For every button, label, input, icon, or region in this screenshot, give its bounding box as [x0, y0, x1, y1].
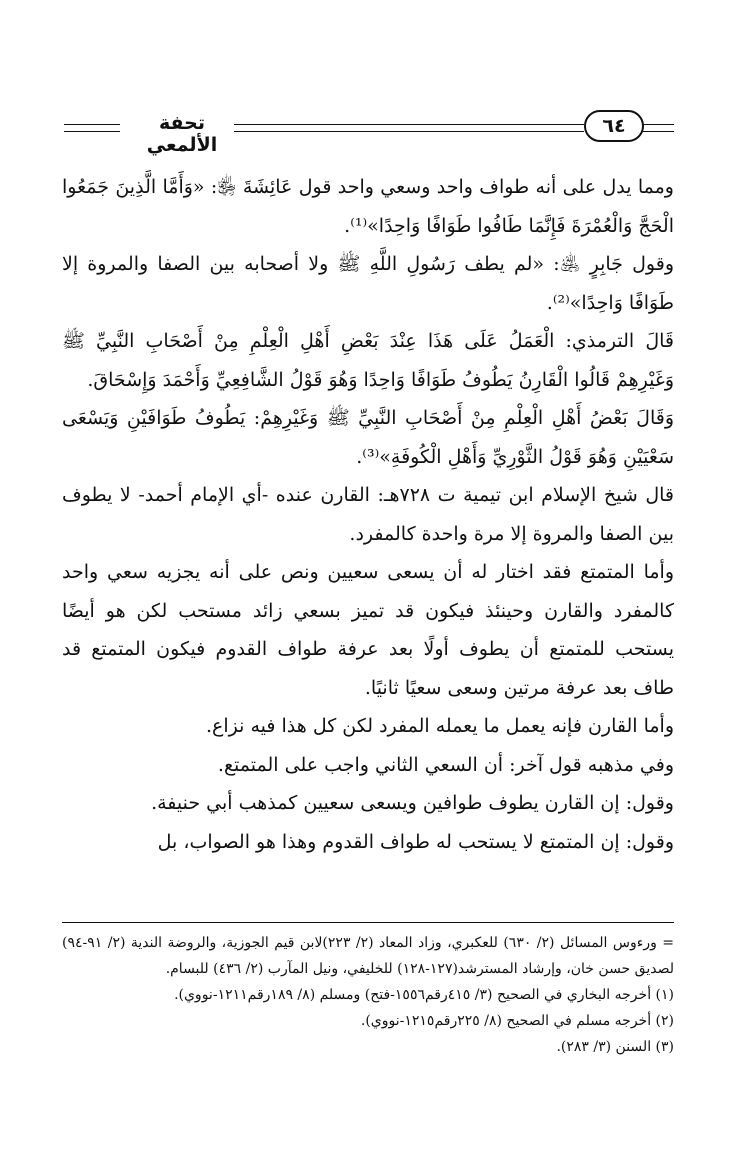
footnotes	[62, 930, 674, 1060]
paragraph: وقول جَابِرٍ ﵁: «لم يطف رَسُولِ اللَّهِ ﷺ ولا أصحابه بين الصفا والمروة إلا طَوَافًا وَاحِدًا»⁽²⁾.	[62, 253, 674, 314]
footnote: (٣) السنن (٣/ ٢٨٣).	[556, 1039, 674, 1055]
main-text	[62, 168, 674, 861]
footnote: = ورءوس المسائل (٢/ ٦٣٠) للعكبري، وزاد المعاد (٢/ ٢٢٣)لابن قيم الجوزية، والروضة الندية (٢/ ٩١-٩٤) لصديق حسن خان، وإرشاد المسترشد(١٢٧-١٢٨) للخليفي، ونيل المآرب (٢/ ٤٣٦) للبسام.	[62, 935, 675, 977]
page-header	[64, 114, 674, 154]
header-rule-right	[642, 124, 674, 132]
header-rule-left	[64, 124, 120, 132]
header-rule-middle	[234, 124, 584, 132]
paragraph: وَقَالَ بَعْضُ أَهْلِ الْعِلْمِ مِنْ أَصْحَابِ النَّبِيِّ ﷺ وَغَيْرِهِمْ: يَطُوفُ طَوَافَيْنِ وَيَسْعَى سَعْيَيْنِ وَهُوَ قَوْلُ الثَّوْرِيِّ وَأَهْلِ الْكُوفَةِ»⁽³⁾.	[62, 407, 674, 468]
paragraph: وأما المتمتع فقد اختار له أن يسعى سعيين ونص على أنه يجزيه سعي واحد كالمفرد والقارن وحينئذ فيكون قد تميز بسعي زائد مستحب لكن هو أيضًا يستحب للمتمتع أن يطوف أولًا بعد عرفة طواف القدوم فيكون المتمتع قد طاف بعد عرفة مرتين وسعى سعيًا ثانيًا.	[62, 561, 674, 699]
paragraph: وفي مذهبه قول آخر: أن السعي الثاني واجب على المتمتع.	[217, 753, 674, 776]
running-title: تحفة الألمعي	[146, 112, 218, 156]
paragraph: وأما القارن فإنه يعمل ما يعمله المفرد لكن كل هذا فيه نزاع.	[206, 715, 674, 737]
paragraph: قال شيخ الإسلام ابن تيمية ت ٧٢٨هـ: القارن عنده -أي الإمام أحمد- لا يطوف بين الصفا والمروة إلا مرة واحدة كالمفرد.	[62, 484, 674, 545]
paragraph: وقول: إن المتمتع لا يستحب له طواف القدوم وهذا هو الصواب، بل	[157, 830, 674, 853]
footnote-separator	[62, 922, 674, 923]
paragraph: وقول: إن القارن يطوف طوافين ويسعى سعيين كمذهب أبي حنيفة.	[151, 792, 674, 814]
paragraph: قَالَ الترمذي: الْعَمَلُ عَلَى هَذَا عِنْدَ بَعْضِ أَهْلِ الْعِلْمِ مِنْ أَصْحَابِ النَّبِيِّ ﷺ وَغَيْرِهِمْ قَالُوا الْقَارِنُ يَطُوفُ طَوَافًا وَاحِدًا وَهُوَ قَوْلُ الشَّافِعِيِّ وَأَحْمَدَ وَإِسْحَاقَ.	[62, 330, 674, 391]
footnote: (١) أخرجه البخاري في الصحيح (٣/ ٤١٥رقم١٥٥٦-فتح) ومسلم (٨/ ١٨٩رقم١٢١١-نووي).	[174, 987, 674, 1003]
paragraph: ومما يدل على أنه طواف واحد وسعي واحد قول عَائِشَةَ ﵂: «وَأَمَّا الَّذِينَ جَمَعُوا الْحَجَّ وَالْعُمْرَةَ فَإِنَّمَا طَافُوا طَوَافًا وَاحِدًا»⁽¹⁾.	[62, 176, 674, 237]
footnote: (٢) أخرجه مسلم في الصحيح (٨/ ٢٢٥رقم١٢١٥-نووي).	[360, 1013, 674, 1029]
page-number: ٦٤	[584, 110, 644, 142]
